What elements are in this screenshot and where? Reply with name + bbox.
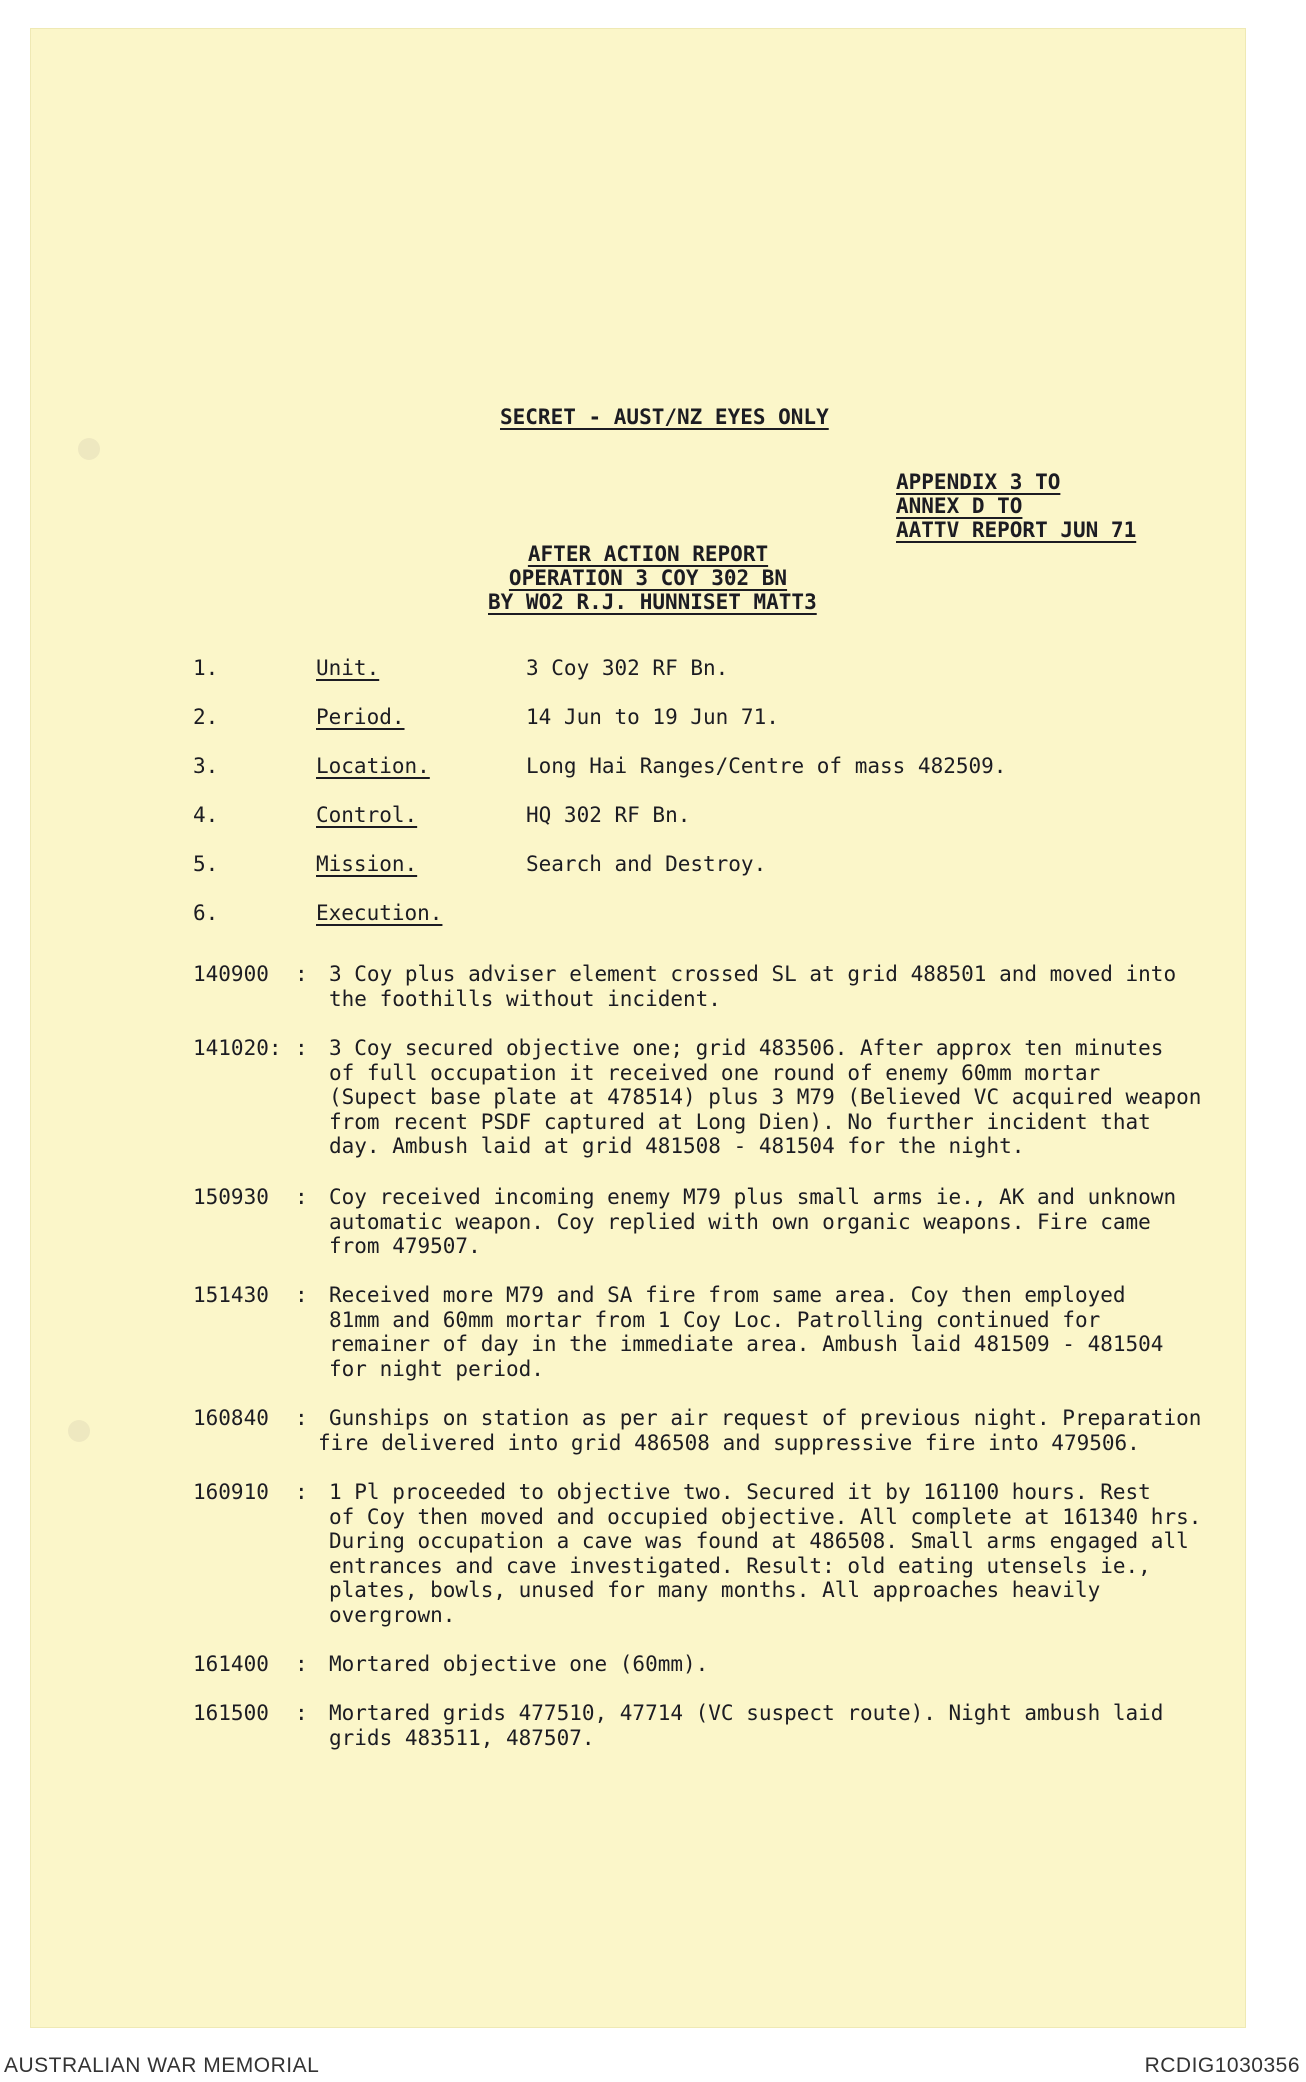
entry-line: 1 Pl proceeded to objective two. Secured it by 161100 hours. Rest bbox=[329, 1480, 1151, 1504]
paragraph-value: HQ 302 RF Bn. bbox=[526, 803, 691, 827]
paragraph-number: 5. bbox=[193, 852, 219, 876]
entry-line: Coy received incoming enemy M79 plus small arms ie., AK and unknown bbox=[329, 1185, 1177, 1209]
paragraph-period bbox=[0, 705, 1100, 733]
entry-line: During occupation a cave was found at 486508. Small arms engaged all bbox=[329, 1529, 1189, 1553]
title-line: OPERATION 3 COY 302 BN bbox=[508, 566, 788, 590]
entry-line: plates, bowls, unused for many months. All approaches heavily bbox=[329, 1578, 1101, 1602]
entry-line: (Supect base plate at 478514) plus 3 M79 (Believed VC acquired weapon bbox=[329, 1085, 1202, 1109]
entry-line: of Coy then moved and occupied objective. All complete at 161340 hrs. bbox=[329, 1504, 1202, 1529]
paragraph-control bbox=[0, 803, 1100, 831]
entry-line: from recent PSDF captured at Long Dien). No further incident that bbox=[329, 1109, 1151, 1134]
paragraph-label: Mission. bbox=[316, 852, 418, 876]
paragraph-number: 2. bbox=[193, 705, 219, 729]
entry-line: entrances and cave investigated. Result: old eating utensels ie., bbox=[329, 1553, 1151, 1578]
entry-line: the foothills without incident. bbox=[329, 986, 721, 1011]
entry-text bbox=[329, 1652, 708, 1677]
entry-separator: : bbox=[295, 1701, 308, 1725]
entry-time: 160840 bbox=[193, 1406, 269, 1430]
entry-line: overgrown. bbox=[329, 1602, 456, 1627]
paragraph-number: 1. bbox=[193, 656, 219, 680]
paragraph-location bbox=[0, 754, 1100, 782]
entry-separator: : bbox=[295, 1406, 308, 1430]
entry-text bbox=[329, 1036, 1201, 1159]
entry-time: 161500 bbox=[193, 1701, 269, 1725]
paragraph-unit bbox=[0, 656, 1100, 684]
paragraph-value: Search and Destroy. bbox=[526, 852, 767, 876]
entry-line: from 479507. bbox=[329, 1234, 481, 1258]
entry-line: 3 Coy secured objective one; grid 483506. After approx ten minutes bbox=[329, 1036, 1164, 1060]
entry-line: grids 483511, 487507. bbox=[329, 1725, 595, 1750]
entry-text bbox=[329, 1480, 1201, 1627]
entry-line: automatic weapon. Coy replied with own organic weapons. Fire came bbox=[329, 1209, 1151, 1234]
paragraph-label: Location. bbox=[316, 754, 430, 778]
entry-time: 140900 bbox=[193, 962, 269, 986]
entry-time: 150930 bbox=[193, 1185, 269, 1209]
paragraph-label: Unit. bbox=[316, 656, 380, 680]
entry-separator: : bbox=[295, 1652, 308, 1676]
entry-separator: : bbox=[295, 962, 308, 986]
entry-line: Received more M79 and SA fire from same area. Coy then employed bbox=[329, 1283, 1126, 1307]
appendix-line: APPENDIX 3 TO bbox=[896, 470, 1061, 494]
entry-line: Mortared grids 477510, 47714 (VC suspect route). Night ambush laid bbox=[329, 1701, 1164, 1725]
entry-separator: : bbox=[295, 1480, 308, 1504]
entry-separator: : bbox=[295, 1185, 308, 1209]
entry-line: 3 Coy plus adviser element crossed SL at grid 488501 and moved into bbox=[329, 962, 1177, 986]
entry-line: of full occupation it received one round of enemy 60mm mortar bbox=[329, 1060, 1101, 1085]
entry-line: Mortared objective one (60mm). bbox=[329, 1652, 709, 1676]
paragraph-number: 3. bbox=[193, 754, 219, 778]
entry-text bbox=[329, 1185, 1176, 1259]
entry-line: Gunships on station as per air request of previous night. Preparation bbox=[329, 1406, 1202, 1430]
paragraph-label: Control. bbox=[316, 803, 418, 827]
entry-time: 160910 bbox=[193, 1480, 269, 1504]
punch-hole bbox=[68, 1420, 90, 1442]
archive-reference-id: RCDIG1030356 bbox=[1144, 2054, 1300, 2077]
entry-line: fire delivered into grid 486508 and suppressive fire into 479506. bbox=[318, 1430, 1140, 1455]
entry-line: for night period. bbox=[329, 1356, 544, 1381]
entry-time: 161400 bbox=[193, 1652, 269, 1676]
paragraph-number: 6. bbox=[193, 901, 219, 925]
paragraph-label: Execution. bbox=[316, 901, 443, 925]
entry-time: 151430 bbox=[193, 1283, 269, 1307]
paragraph-label: Period. bbox=[316, 705, 405, 729]
entry-text bbox=[329, 1701, 1163, 1750]
appendix-reference bbox=[896, 470, 1136, 542]
title-line: BY WO2 R.J. HUNNISET MATT3 bbox=[488, 590, 817, 614]
entry-text bbox=[329, 962, 1176, 1011]
entry-separator: : bbox=[295, 1036, 308, 1060]
entry-separator: : bbox=[295, 1283, 308, 1307]
paragraph-execution bbox=[0, 901, 1100, 929]
entry-line: remainer of day in the immediate area. Ambush laid 481509 - 481504 bbox=[329, 1332, 1164, 1356]
title-line: AFTER ACTION REPORT bbox=[527, 542, 769, 566]
appendix-line: ANNEX D TO bbox=[896, 494, 1023, 518]
archive-credit: AUSTRALIAN WAR MEMORIAL bbox=[4, 2054, 320, 2077]
entry-time: 141020: bbox=[193, 1036, 282, 1060]
entry-text bbox=[318, 1406, 1201, 1455]
paragraph-value: Long Hai Ranges/Centre of mass 482509. bbox=[526, 754, 1007, 778]
paragraph-number: 4. bbox=[193, 803, 219, 827]
report-title bbox=[488, 542, 817, 614]
punch-hole bbox=[78, 438, 100, 460]
entry-line: day. Ambush laid at grid 481508 - 481504 for the night. bbox=[329, 1134, 1025, 1158]
entry-text bbox=[329, 1283, 1163, 1381]
entry-line: 81mm and 60mm mortar from 1 Coy Loc. Patrolling continued for bbox=[329, 1307, 1101, 1332]
paragraph-mission bbox=[0, 852, 1100, 880]
paragraph-value: 3 Coy 302 RF Bn. bbox=[526, 656, 729, 680]
paragraph-value: 14 Jun to 19 Jun 71. bbox=[526, 705, 779, 729]
classification-heading: SECRET - AUST/NZ EYES ONLY bbox=[500, 405, 829, 429]
appendix-line: AATTV REPORT JUN 71 bbox=[896, 518, 1137, 542]
